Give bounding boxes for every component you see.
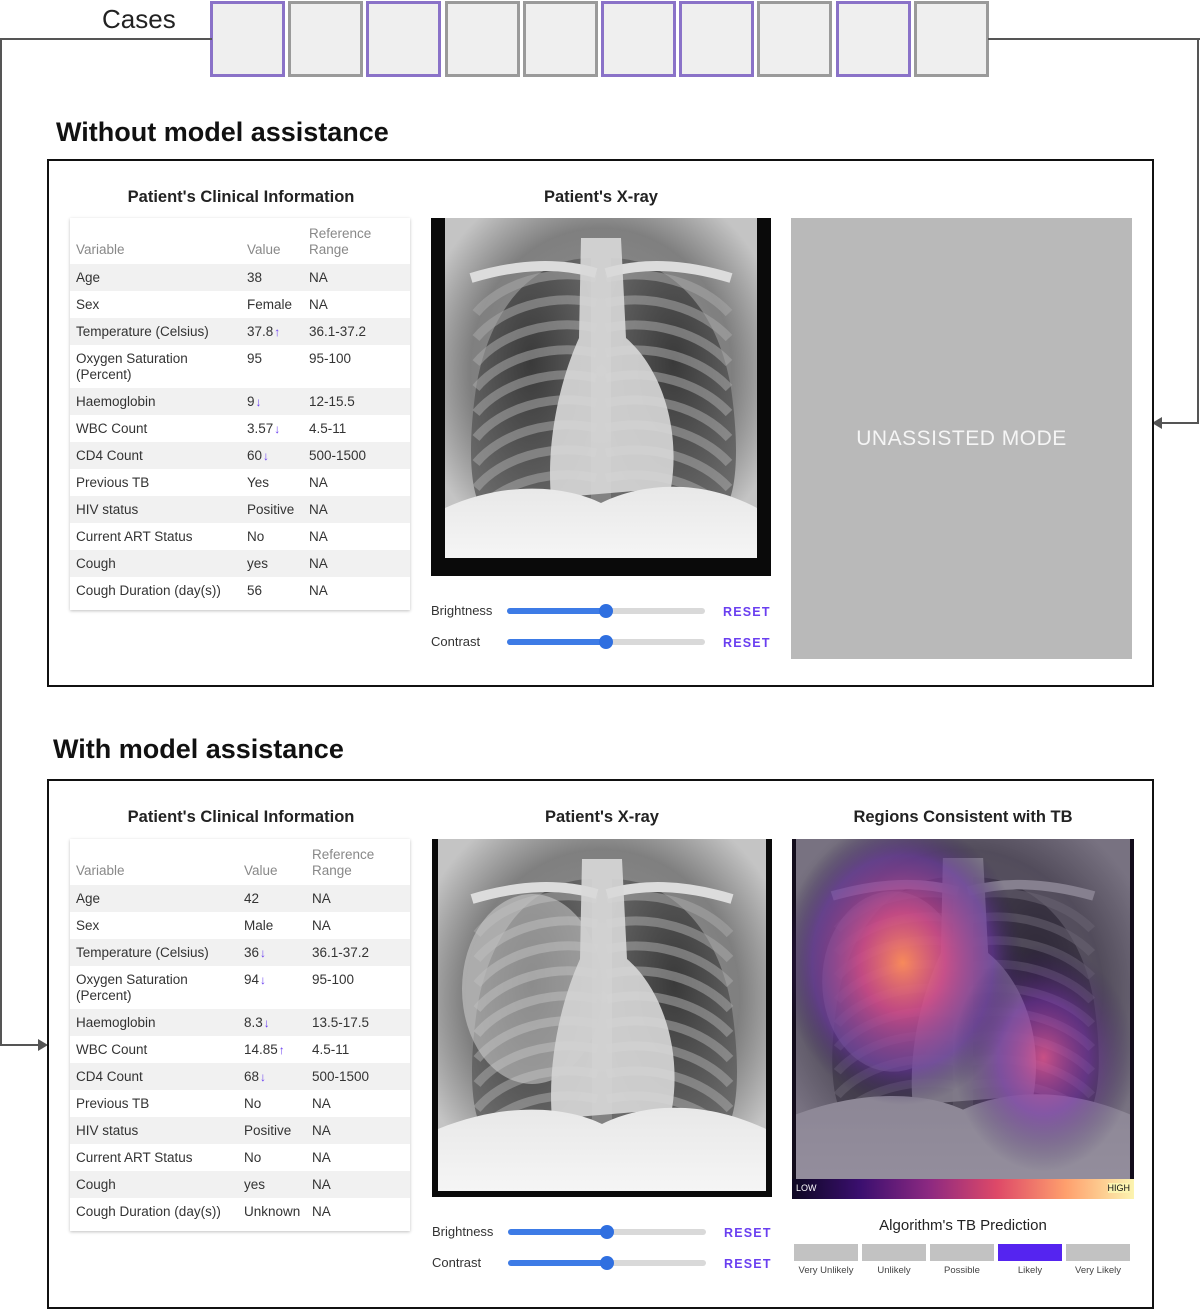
case-box-7[interactable]: [679, 1, 754, 77]
row-variable: [76, 1096, 149, 1112]
row-value: [244, 972, 266, 988]
brightness-reset-button[interactable]: RESET: [724, 1226, 772, 1240]
row-value-text: 14.85: [244, 1042, 278, 1057]
row-variable: [76, 351, 188, 383]
table-footer-spacer: [70, 1225, 410, 1231]
row-reference: NA: [312, 1177, 331, 1192]
table-row: [70, 1063, 410, 1090]
header-reference: Reference: [309, 226, 372, 241]
case-box-6[interactable]: [601, 1, 676, 77]
row-variable-line1: Oxygen Saturation: [76, 972, 188, 987]
row-value-text: No: [244, 1150, 262, 1165]
row-variable-line1: Age: [76, 891, 101, 906]
contrast-reset-button[interactable]: RESET: [724, 1257, 772, 1271]
cases-label: Cases: [102, 4, 176, 34]
row-reference: NA: [309, 502, 328, 517]
brightness-slider-knob[interactable]: [600, 1225, 614, 1239]
row-value-text: 56: [247, 583, 263, 598]
xray-image: [432, 839, 772, 1197]
case-box-4[interactable]: [445, 1, 520, 77]
row-variable-line1: Current ART Status: [76, 529, 193, 544]
header-variable: Variable: [76, 242, 125, 257]
row-value-text: 42: [244, 891, 260, 906]
contrast-label: Contrast: [432, 1255, 482, 1270]
prediction-option-very-likely[interactable]: [1066, 1244, 1130, 1261]
table-row: [70, 1117, 410, 1144]
row-value-text: 3.57: [247, 421, 274, 436]
flow-line-right-vertical: [1197, 38, 1199, 424]
row-value-text: 37.8: [247, 324, 274, 339]
prediction-option-possible[interactable]: [930, 1244, 994, 1261]
table-row: [70, 912, 410, 939]
arrow-down-icon: ↓: [255, 395, 262, 409]
row-reference: NA: [312, 891, 331, 906]
row-value: [244, 1042, 285, 1058]
arrow-down-icon: ↓: [260, 973, 267, 987]
prediction-option-label: Unlikely: [877, 1265, 911, 1276]
row-value-text: 95: [247, 351, 263, 366]
row-variable-line1: Cough Duration (day(s)): [76, 1204, 221, 1219]
table-row: [70, 496, 410, 523]
row-value: [244, 945, 266, 961]
row-value-text: Female: [247, 297, 293, 312]
unassisted-mode-text: UNASSISTED MODE: [856, 426, 1067, 450]
row-variable: [76, 448, 143, 464]
xray-title: Patient's X-ray: [545, 808, 659, 826]
header-range: Range: [309, 242, 349, 257]
table-row: [70, 388, 410, 415]
arrow-down-icon: ↓: [274, 422, 281, 436]
contrast-slider[interactable]: [508, 1260, 706, 1266]
row-value: [247, 351, 262, 367]
case-box-8[interactable]: [757, 1, 832, 77]
header-reference-range: [312, 847, 374, 879]
header-reference-range: [309, 226, 371, 258]
arrow-down-icon: ↓: [260, 946, 267, 960]
contrast-reset-button[interactable]: RESET: [723, 636, 771, 650]
row-reference: 13.5-17.5: [312, 1015, 370, 1030]
prediction-option-label: Very Unlikely: [798, 1265, 854, 1276]
table-row: [70, 1090, 410, 1117]
panel-without-assistance: [47, 159, 1154, 687]
xray-title: Patient's X-ray: [544, 188, 658, 206]
row-variable-line1: Previous TB: [76, 1096, 150, 1111]
row-reference: NA: [312, 1204, 331, 1219]
row-variable: [76, 421, 147, 437]
prediction-option-very-unlikely[interactable]: [794, 1244, 858, 1261]
row-variable-line1: Oxygen Saturation: [76, 351, 188, 366]
row-variable: [76, 972, 188, 1004]
section-title-without: Without model assistance: [56, 117, 389, 147]
prediction-title: Algorithm's TB Prediction: [879, 1217, 1047, 1234]
row-variable: [76, 945, 209, 961]
row-value: [244, 1204, 300, 1220]
row-value: [247, 324, 280, 340]
row-variable-line1: CD4 Count: [76, 1069, 143, 1084]
row-value-text: Positive: [244, 1123, 292, 1138]
row-variable-line1: Sex: [76, 297, 100, 312]
row-value-text: 38: [247, 270, 263, 285]
table-footer-spacer: [70, 604, 410, 610]
row-variable: [76, 891, 100, 907]
row-value-text: Positive: [247, 502, 295, 517]
row-variable: [76, 1123, 138, 1139]
table-row: [70, 291, 410, 318]
row-value: [244, 1150, 261, 1166]
row-variable-line1: Previous TB: [76, 475, 150, 490]
arrow-up-icon: ↑: [278, 1043, 285, 1057]
clinical-info-title: Patient's Clinical Information: [127, 188, 355, 206]
table-header: [70, 218, 410, 264]
row-value: [247, 448, 269, 464]
row-value: [244, 1069, 266, 1085]
row-reference: 4.5-11: [312, 1042, 350, 1057]
case-box-3[interactable]: [366, 1, 441, 77]
row-variable: [76, 1015, 156, 1031]
table-row: [70, 1036, 410, 1063]
row-reference: 95-100: [309, 351, 352, 366]
row-value-text: 94: [244, 972, 260, 987]
row-variable: [76, 324, 209, 340]
row-reference: 4.5-11: [309, 421, 347, 436]
flow-line-left-vertical: [0, 38, 2, 1046]
row-value: [247, 556, 268, 572]
header-range: Range: [312, 863, 352, 878]
tb-heatmap-image: [792, 839, 1134, 1179]
brightness-label: Brightness: [431, 603, 493, 618]
chest-xray-drawing: [432, 839, 772, 1197]
header-reference: Reference: [312, 847, 375, 862]
row-variable-line1: Sex: [76, 918, 100, 933]
row-value-text: Unknown: [244, 1204, 301, 1219]
row-variable-line1: WBC Count: [76, 421, 148, 436]
case-box-10[interactable]: [914, 1, 989, 77]
table-row: [70, 442, 410, 469]
table-row: [70, 1009, 410, 1036]
table-row: [70, 550, 410, 577]
table-row: [70, 415, 410, 442]
row-variable-line2: (Percent): [76, 988, 132, 1003]
row-value-text: yes: [244, 1177, 266, 1192]
row-variable-line1: Current ART Status: [76, 1150, 193, 1165]
heatmap-colorbar: [792, 1179, 1134, 1199]
heatmap-title: Regions Consistent with TB: [853, 808, 1073, 826]
row-variable: [76, 1150, 193, 1166]
unassisted-mode-panel: [791, 218, 1132, 659]
row-reference: 36.1-37.2: [312, 945, 370, 960]
case-box-5[interactable]: [523, 1, 598, 77]
header-value: Value: [247, 242, 281, 257]
arrow-up-icon: ↑: [274, 325, 281, 339]
table-row: [70, 345, 410, 388]
row-value-text: Male: [244, 918, 274, 933]
prediction-option-likely[interactable]: [998, 1244, 1062, 1261]
row-variable-line1: Temperature (Celsius): [76, 945, 209, 960]
row-value: [244, 1096, 261, 1112]
prediction-option-unlikely[interactable]: [862, 1244, 926, 1261]
row-value: [244, 891, 259, 907]
row-value: [247, 270, 262, 286]
row-reference: 500-1500: [309, 448, 367, 463]
arrow-down-icon: ↓: [263, 449, 270, 463]
case-box-9[interactable]: [836, 1, 911, 77]
row-reference: NA: [312, 1096, 331, 1111]
brightness-reset-button[interactable]: RESET: [723, 605, 771, 619]
row-variable: [76, 918, 99, 934]
row-variable-line1: Age: [76, 270, 101, 285]
row-variable: [76, 502, 138, 518]
case-box-1[interactable]: [210, 1, 285, 77]
row-value-text: 9: [247, 394, 255, 409]
brightness-label: Brightness: [432, 1224, 494, 1239]
row-value: [244, 1123, 291, 1139]
row-reference: 500-1500: [312, 1069, 370, 1084]
row-variable-line1: Cough: [76, 1177, 116, 1192]
colorbar-high-label: HIGH: [1107, 1183, 1130, 1193]
row-variable: [76, 297, 99, 313]
clinical-table: [70, 839, 410, 1231]
table-row: [70, 523, 410, 550]
table-row: [70, 1171, 410, 1198]
table-row: [70, 318, 410, 345]
xray-image: [431, 218, 771, 576]
table-row: [70, 1144, 410, 1171]
row-reference: NA: [309, 556, 328, 571]
row-value: [247, 529, 264, 545]
row-value: [247, 421, 280, 437]
panel-with-assistance: [47, 779, 1154, 1309]
section-title-with: With model assistance: [53, 734, 344, 764]
table-row: [70, 939, 410, 966]
row-variable-line1: Haemoglobin: [76, 1015, 156, 1030]
row-variable: [76, 583, 221, 599]
row-reference: 12-15.5: [309, 394, 355, 409]
clinical-info-title: Patient's Clinical Information: [127, 808, 355, 826]
table-header: [70, 839, 410, 885]
brightness-slider[interactable]: [508, 1229, 706, 1235]
brightness-slider-knob[interactable]: [599, 604, 613, 618]
row-value-text: 8.3: [244, 1015, 263, 1030]
header-variable: Variable: [76, 863, 125, 878]
row-reference: NA: [312, 918, 331, 933]
contrast-label: Contrast: [431, 634, 481, 649]
flow-line-bottom-left: [0, 1044, 40, 1046]
row-reference: 95-100: [312, 972, 355, 987]
row-variable: [76, 556, 116, 572]
row-value-text: No: [244, 1096, 262, 1111]
row-value-text: 36: [244, 945, 260, 960]
row-variable: [76, 1177, 116, 1193]
table-row: [70, 577, 410, 604]
case-box-2[interactable]: [288, 1, 363, 77]
row-variable: [76, 270, 100, 286]
prediction-option-label: Very Likely: [1075, 1265, 1121, 1276]
row-value: [247, 583, 262, 599]
prediction-option-label: Likely: [1017, 1265, 1043, 1276]
row-variable: [76, 529, 193, 545]
heatmap-overlay: [792, 839, 1134, 1179]
row-reference: NA: [309, 297, 328, 312]
brightness-slider[interactable]: [507, 608, 705, 614]
chest-xray-drawing: [431, 218, 771, 576]
flow-line-right-return: [1162, 422, 1199, 424]
row-variable-line2: (Percent): [76, 367, 132, 382]
header-value: Value: [244, 863, 278, 878]
row-variable-line1: Cough Duration (day(s)): [76, 583, 221, 598]
contrast-slider-knob[interactable]: [600, 1256, 614, 1270]
row-variable: [76, 1069, 143, 1085]
row-variable-line1: Cough: [76, 556, 116, 571]
row-value-text: yes: [247, 556, 269, 571]
row-value-text: Yes: [247, 475, 270, 490]
row-value-text: No: [247, 529, 265, 544]
arrow-down-icon: ↓: [263, 1016, 270, 1030]
row-reference: NA: [309, 583, 328, 598]
row-reference: NA: [312, 1123, 331, 1138]
row-variable-line1: CD4 Count: [76, 448, 143, 463]
row-reference: 36.1-37.2: [309, 324, 367, 339]
row-variable: [76, 394, 156, 410]
row-value: [244, 1177, 265, 1193]
flow-line-top-right: [988, 38, 1200, 40]
row-variable-line1: WBC Count: [76, 1042, 148, 1057]
row-variable-line1: HIV status: [76, 502, 139, 517]
row-variable: [76, 1042, 147, 1058]
row-reference: NA: [309, 270, 328, 285]
contrast-slider-knob[interactable]: [599, 635, 613, 649]
prediction-option-label: Possible: [944, 1265, 980, 1276]
row-variable: [76, 1204, 221, 1220]
row-value: [244, 1015, 270, 1031]
row-reference: NA: [312, 1150, 331, 1165]
clinical-table: [70, 218, 410, 610]
table-row: [70, 469, 410, 496]
contrast-slider[interactable]: [507, 639, 705, 645]
row-variable: [76, 475, 149, 491]
arrow-down-icon: ↓: [260, 1070, 267, 1084]
flow-line-top-left: [0, 38, 212, 40]
row-variable-line1: Haemoglobin: [76, 394, 156, 409]
row-variable-line1: HIV status: [76, 1123, 139, 1138]
row-value: [247, 502, 294, 518]
colorbar-low-label: LOW: [796, 1183, 817, 1193]
row-reference: NA: [309, 475, 328, 490]
chest-xray-drawing: [792, 839, 1134, 1179]
row-value: [247, 475, 269, 491]
row-value: [244, 918, 273, 934]
table-row: [70, 264, 410, 291]
table-row: [70, 966, 410, 1009]
table-row: [70, 1198, 410, 1225]
row-reference: NA: [309, 529, 328, 544]
row-value-text: 68: [244, 1069, 260, 1084]
table-row: [70, 885, 410, 912]
row-variable-line1: Temperature (Celsius): [76, 324, 209, 339]
row-value: [247, 394, 262, 410]
prediction-scale: [794, 1244, 1134, 1284]
row-value-text: 60: [247, 448, 263, 463]
row-value: [247, 297, 292, 313]
